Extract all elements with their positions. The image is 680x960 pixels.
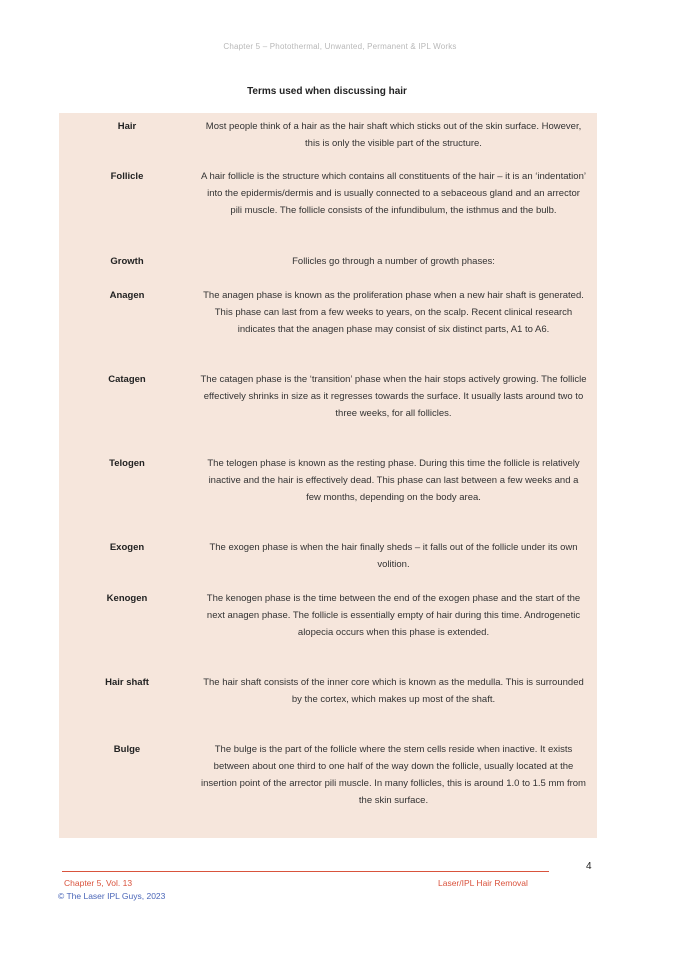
term-definition: Follicles go through a number of growth phases:: [292, 256, 495, 267]
footer-book-title: Laser/IPL Hair Removal: [438, 878, 528, 888]
term-name: Growth: [110, 256, 144, 267]
footer-divider: [62, 871, 549, 872]
term-definition: The hair shaft consists of the inner core which is known as the medulla. This is surrounded by the cortex, which makes up most of the shaft.: [203, 677, 584, 705]
term-name: Hair: [117, 121, 137, 132]
running-header: Chapter 5 – Photothermal, Unwanted, Permanent & IPL Works: [223, 42, 457, 51]
term-name: Telogen: [109, 458, 145, 469]
section-title: Terms used when discussing hair: [247, 86, 407, 97]
term-name: Follicle: [110, 171, 144, 182]
term-name: Catagen: [108, 374, 146, 385]
term-definition: The exogen phase is when the hair finally sheds – it falls out of the follicle under its own volition.: [209, 542, 578, 570]
term-definition: The kenogen phase is the time between the end of the exogen phase and the start of the next anagen phase. The follicle is essentially empty of hair during this time. Androgenetic alopecia occurs when this phase is extended.: [206, 593, 581, 638]
term-name: Hair shaft: [105, 677, 149, 688]
terms-table: [59, 113, 597, 838]
term-definition: The bulge is the part of the follicle where the stem cells reside when inactive. It exists between about one third to one half of the way down the follicle, usually located at the insertion point of the arrector pili muscle. In many follicles, this is around 1.0 to 1.5 mm from the skin surface.: [201, 744, 586, 806]
term-definition: The anagen phase is known as the proliferation phase when a new hair shaft is generated. This phase can last from a few weeks to years, on the scalp. Recent clinical research indicates that the anagen phase may consist of six distinct parts, A1 to A6.: [203, 290, 584, 335]
term-definition: The telogen phase is known as the resting phase. During this time the follicle is relatively inactive and the hair is effectively dead. This phase can last between a few weeks and a few months, depending on the body area.: [207, 458, 580, 503]
term-name: Exogen: [109, 542, 145, 553]
term-definition: A hair follicle is the structure which contains all constituents of the hair – it is an ‘indentation’ into the epidermis/dermis and is usually connected to a sebaceous gland and an arrector pili muscle. The follicle consists of the infundibulum, the isthmus and the bulb.: [201, 171, 586, 216]
term-definition: Most people think of a hair as the hair shaft which sticks out of the skin surface. However, this is only the visible part of the structure.: [205, 121, 582, 149]
footer-chapter: Chapter 5, Vol. 13: [64, 878, 133, 888]
term-name: Anagen: [109, 290, 145, 301]
footer-copyright: © The Laser IPL Guys, 2023: [58, 891, 166, 901]
term-definition: The catagen phase is the ‘transition’ phase when the hair stops actively growing. The follicle effectively shrinks in size as it regresses towards the surface. It usually lasts around two to three weeks, for all follicles.: [200, 374, 587, 419]
term-name: Kenogen: [106, 593, 148, 604]
page-number: 4: [586, 861, 592, 872]
term-name: Bulge: [113, 744, 141, 755]
